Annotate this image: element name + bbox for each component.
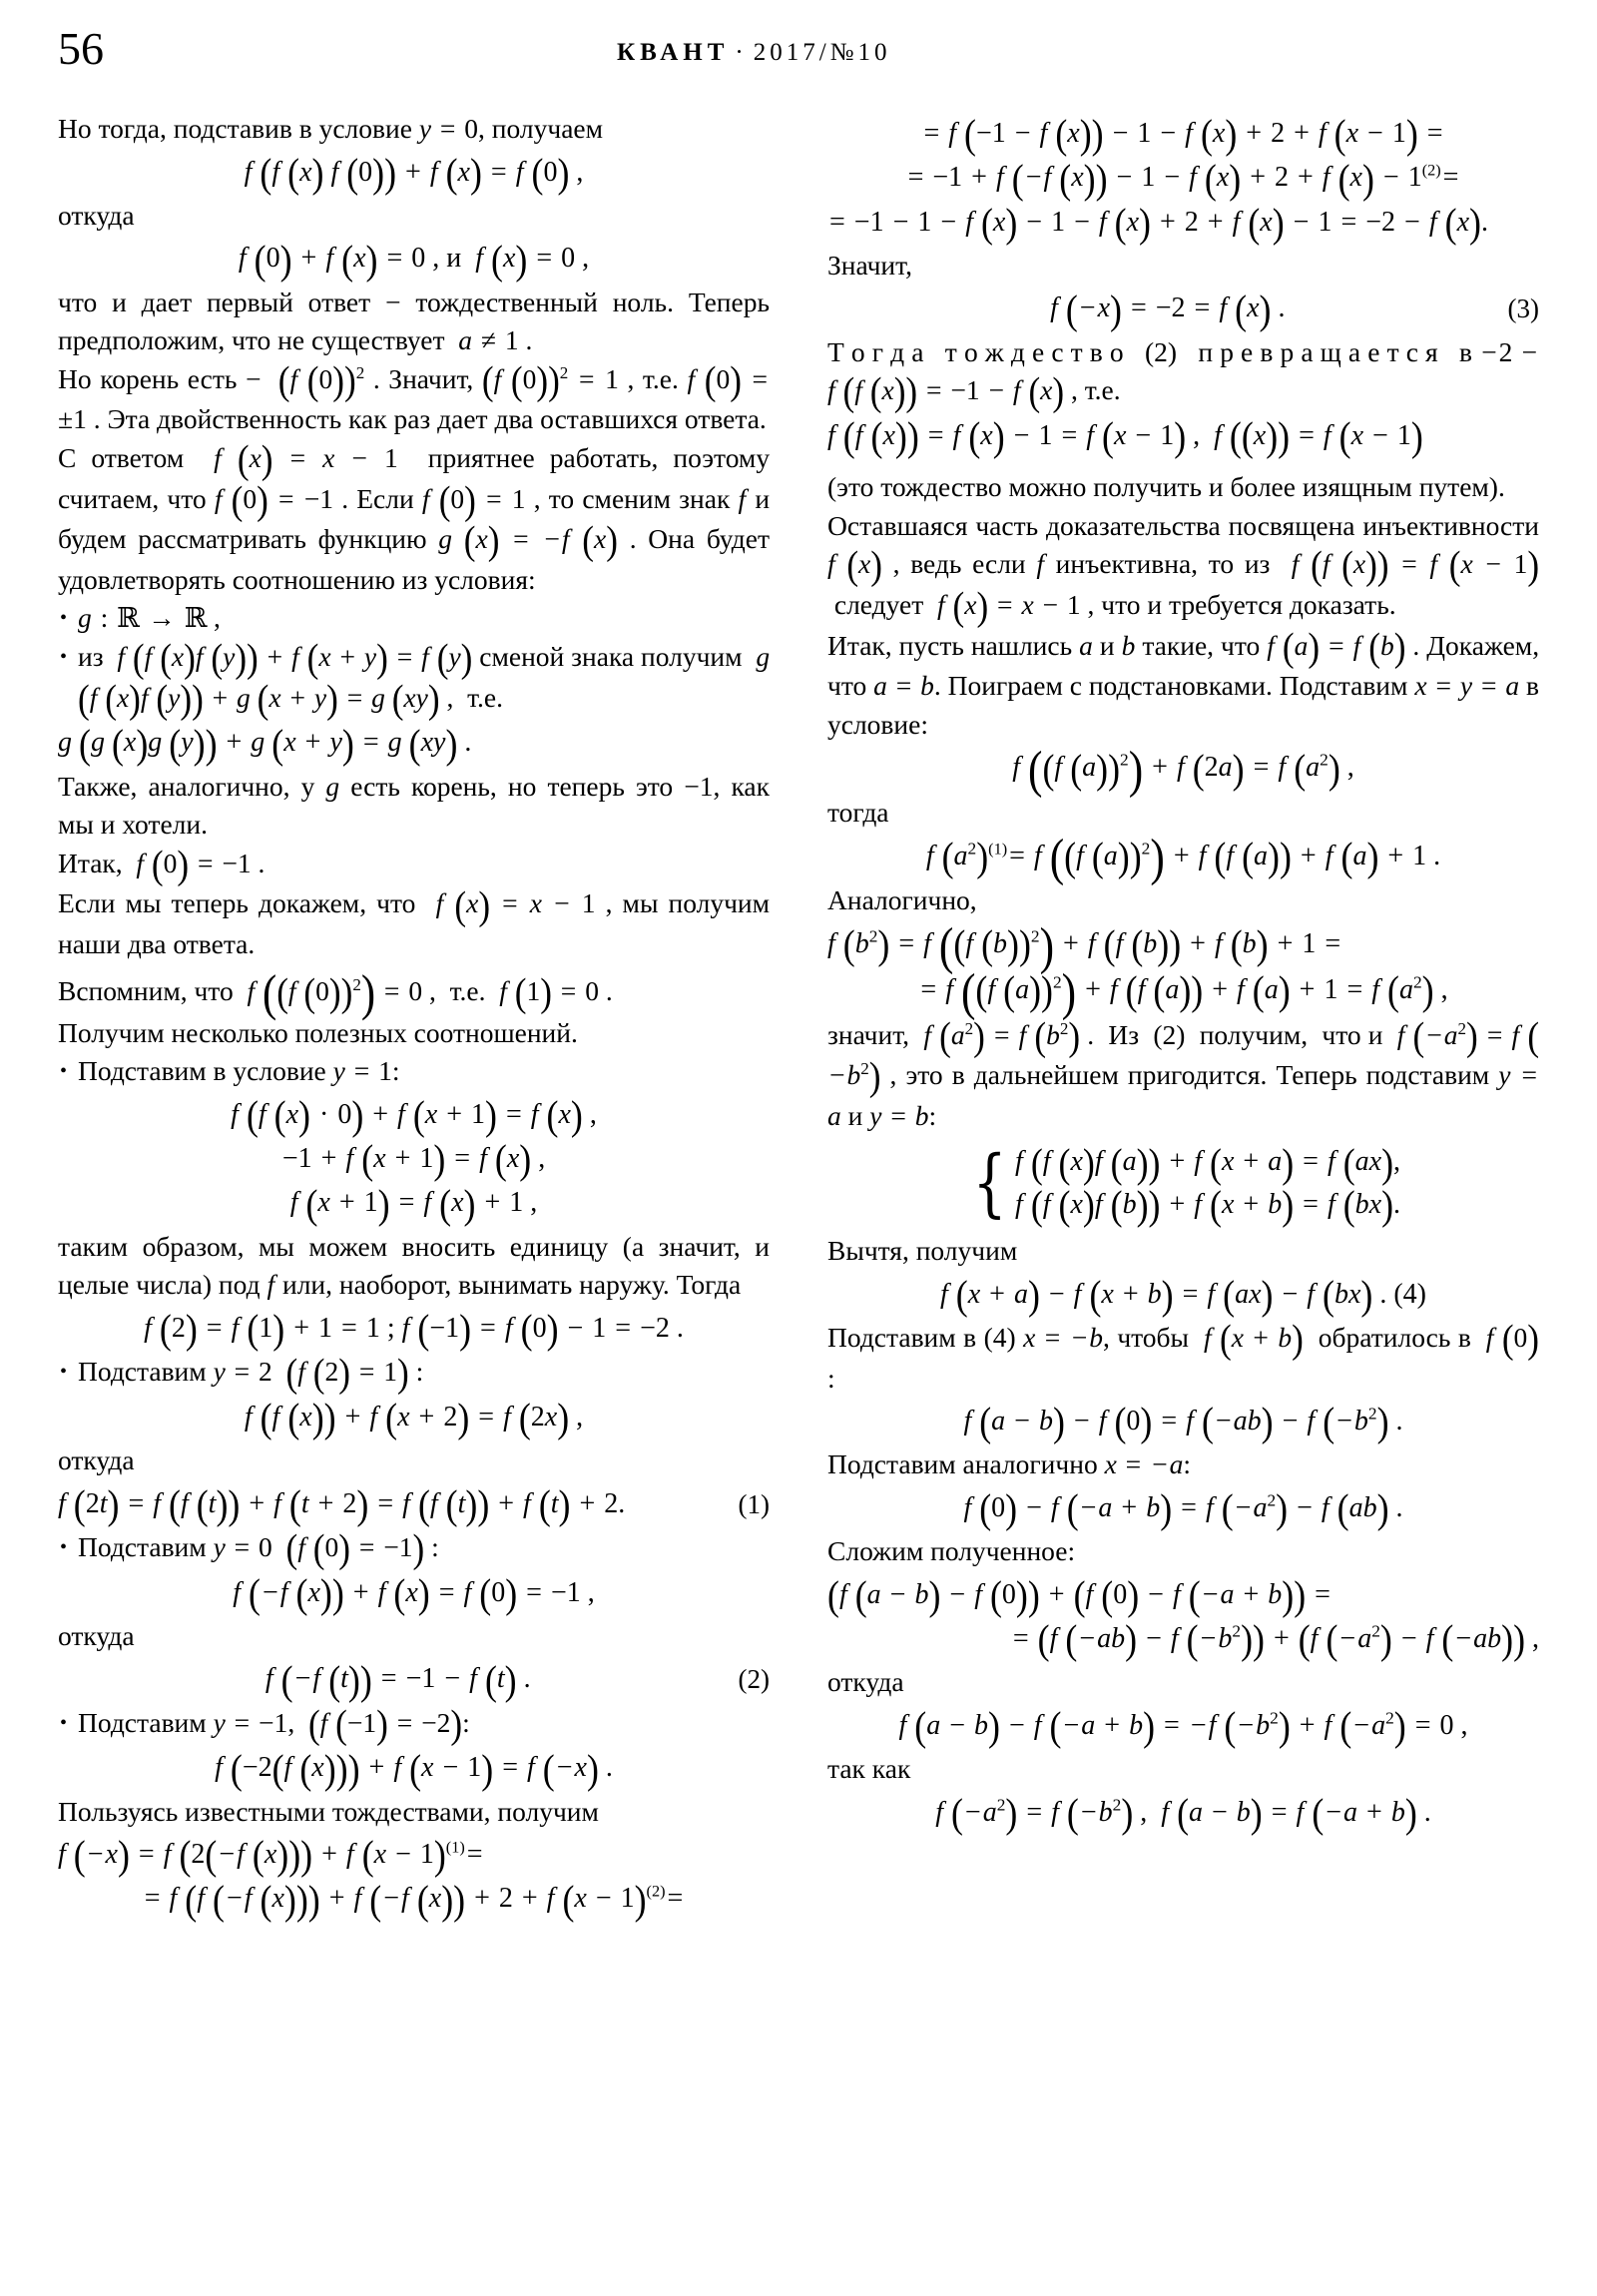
equation-reference-tag: (2) — [1421, 161, 1441, 180]
paragraph: Итак, f (0) = −1 . — [58, 842, 266, 887]
equation: f (−2(f (x))) + f (x − 1) = f (−x) . — [215, 1745, 613, 1792]
equation: f (f (x) f (0)) + f (x) = f (0) , — [244, 149, 584, 196]
equation: g (g (x)g (y)) + g (x + y) = g (xy) . — [58, 720, 472, 767]
equation-number: (4) — [1393, 1278, 1426, 1310]
list-item: • Подставим y = −1, (f (−1) = −2): — [58, 1704, 770, 1745]
equation: = −1 − 1 − f (x) − 1 − f (x) + 2 + f (x) − 1 = −2 − f (x). — [829, 199, 1488, 246]
list-item: • g : ℝ → ℝ , — [58, 599, 770, 638]
paragraph: (это тождество можно получить и более изящным путем). — [827, 471, 1505, 503]
bullet-list — [58, 1701, 770, 1747]
left-column — [58, 110, 770, 1924]
bullet-list — [58, 1351, 770, 1397]
paragraph: Вычтя, получим — [827, 1235, 1018, 1267]
equation: f (−x) = f (2(−f (x))) + f $(x - 1)^{(1)}=$ — [58, 1832, 483, 1879]
equation: = f (−1 − f (x)) − 1 − f (x) + 2 + f (x − 1) = — [923, 111, 1443, 158]
page-number: 56 — [58, 23, 104, 74]
paragraph: Сложим полученное: — [827, 1535, 1076, 1567]
journal-title-line — [617, 40, 891, 65]
journal-issue: 2017/№10 — [753, 39, 891, 66]
bullet-list — [58, 599, 771, 722]
paragraph: тогда — [827, 797, 889, 829]
equation: = (f (−ab) − f $(-b^2)) + (f$ $(-a^2) - f$ (−ab)) , — [1012, 1616, 1539, 1663]
paragraph: Итак, пусть нашлись a и b такие, что f (a) = f (b) . Докажем, что a = b. Поиграем с подстановками. Подставим x = y = a в условие: — [827, 624, 1540, 740]
equation: f $(b^2) = f$ ((f (b))$^2$) + f (f (b)) + f (b) + 1 = — [827, 916, 1341, 975]
equation: f (f (x)) = f (x) − 1 = f (x − 1) , f ((x)) = f (x − 1) — [827, 413, 1423, 460]
system-brace: { — [972, 1139, 1007, 1226]
equation: f (a − b) − f (−a + b) = −f $(-b^2) + f$ $(-a^2) = 0$ , — [898, 1703, 1468, 1750]
equation-number: (1) — [738, 1488, 770, 1519]
paragraph: Значит, — [827, 249, 912, 281]
system-line: f (f (x)f (b)) + f (x + b) = f (bx). — [1015, 1182, 1401, 1229]
equation-reference-tag: (1) — [988, 840, 1008, 859]
equation-number: (2) — [738, 1664, 770, 1695]
equation: f (0) − f (−a + b) = f $(-a^2) - f$ (ab) . — [963, 1485, 1403, 1532]
two-column-body — [58, 110, 1539, 1924]
equation: f (−f (x)) + f (x) = f (0) = −1 , — [233, 1569, 595, 1616]
equation-with-number: f (−x) = −2 = f (x) . (3) — [1050, 286, 1539, 332]
paragraph: Аналогично, — [827, 884, 977, 916]
bullet-list — [58, 1052, 770, 1091]
paragraph: Но корень есть − (f (0))$^2$ . Значит, (f (0))$^2$ = 1 , т.е. f (0) = ±1 . Эта двойственность как раз дает два оставшихся ответа. — [58, 357, 769, 435]
system-lines — [1015, 1139, 1401, 1229]
equation-with-number: f (−f (t)) = −1 − f (t) . (2) — [265, 1656, 770, 1703]
running-head — [58, 0, 1539, 96]
paragraph: откуда — [58, 199, 135, 231]
equation: f (a − b) − f (0) = f (−ab) − f $(-b^2)$ . — [963, 1399, 1403, 1445]
equation-with-number: f (2t) = f (f (t)) + f (t + 2) = f (f (t)) + f (t) + 2. (1) — [58, 1480, 770, 1527]
equation-system — [827, 1139, 1539, 1229]
bullet-list — [58, 1525, 770, 1571]
list-item: • Подставим в условие y = 1: — [58, 1052, 770, 1091]
paragraph: откуда — [58, 1444, 135, 1476]
paragraph: Т о г д а т о ж д е с т в о (2) п р е в р а щ а е т с я в −2 − f (f (x)) = −1 − f (x) , т.е. — [827, 335, 1538, 415]
equation: = f ((f (a))$^2$) + f (f (a)) + f (a) + 1 = f $(a^2)$ , — [920, 962, 1448, 1021]
paragraph: Подставим в (4) x = −b, чтобы f (x + b) обратилось в f (0) : — [827, 1317, 1540, 1394]
list-item: • Подставим y = 2 (f (2) = 1) : — [58, 1353, 770, 1394]
equation-reference-tag: (2) — [646, 1883, 666, 1902]
paragraph: значит, f $(a^2) = f$ $(b^2)$ . Из (2) получим, что и f $(-a^2) = f$ $(-b^2)$ , это в дальнейшем пригодится. Теперь подставим y = a и y = b: — [827, 1013, 1540, 1131]
equation: f $(a^2)^{(1)}= f$ ((f (a))$^2$) + f (f (a)) + f (a) + 1 . — [925, 829, 1441, 887]
paragraph: Если мы теперь докажем, что f (x) = x − 1 , мы получим наши два ответа. — [58, 882, 771, 960]
paragraph: Вспомним, что f ((f (0))$^2$) = 0 , т.е. f (1) = 0 . — [58, 965, 613, 1022]
equation: f (x + 1) = f (x) + 1 , — [289, 1180, 538, 1227]
equation: f (0) + f (x) = 0 , и f (x) = 0 , — [238, 236, 590, 283]
paragraph: Пользуясь известными тождествами, получим — [58, 1795, 599, 1827]
equation: f (2) = f (1) + 1 = 1 ; f (−1) = f (0) − 1 = −2 . — [144, 1306, 684, 1352]
equation: f (f (x) · 0) + f (x + 1) = f (x) , — [231, 1092, 597, 1139]
equation: f ((f (a))$^2$) + f (2a) = f $(a^2)$ , — [1012, 741, 1354, 799]
paragraph: откуда — [827, 1666, 904, 1698]
paragraph: откуда — [58, 1619, 135, 1651]
equation: f (f (x)) + f (x + 2) = f (2x) , — [244, 1395, 584, 1441]
paragraph: таким образом, мы можем вносить единицу (а значит, и целые числа) под f или, наоборот, вынимать наружу. Тогда — [58, 1230, 770, 1301]
equation-reference-tag: (1) — [445, 1838, 465, 1857]
right-column — [827, 110, 1539, 1924]
equation: = f (f (−f (x))) + f (−f (x)) + 2 + f $(x - 1)^{(2)}=$ — [144, 1876, 684, 1923]
paragraph: Подставим аналогично x = −a: — [827, 1448, 1191, 1480]
list-item: • из f (f (x)f (y)) + f (x + y) = f (y) сменой знака получим g (f (x)f (y)) + g (x + y) = g (xy) , т.е. — [58, 638, 770, 719]
journal-name: КВАНТ — [617, 39, 730, 66]
equation-number: (3) — [1507, 293, 1539, 324]
journal-separator: · — [735, 39, 748, 66]
equation: f $(-a^2) = f$ $(-b^2)$ , f (a − b) = f (−a + b) . — [935, 1789, 1431, 1836]
list-item: • Подставим y = 0 (f (0) = −1) : — [58, 1528, 770, 1569]
paragraph: Но тогда, подставив в условие y = 0, получаем — [58, 113, 604, 144]
equation-with-number: f (x + a) − f (x + b) = f (ax) − f (bx) . (4) — [939, 1271, 1426, 1318]
system-line: f (f (x)f (a)) + f (x + a) = f (ax), — [1015, 1139, 1401, 1186]
equation: = −1 + f (−f (x)) − 1 − f (x) + 2 + f $(x) - 1^{(2)}=$ — [907, 155, 1459, 202]
equation: −1 + f (x + 1) = f (x) , — [281, 1136, 546, 1183]
paragraph: что и дает первый ответ − тождественный ноль. Теперь предположим, что не существует a ≠ 1 . — [58, 286, 770, 356]
paragraph: так как — [827, 1753, 911, 1785]
paragraph: Также, аналогично, у g есть корень, но теперь это −1, как мы и хотели. — [58, 770, 770, 841]
paragraph: Оставшаяся часть доказательства посвящена инъективности f (x) , ведь если f инъективна, то из f (f (x)) = f (x − 1) следует f (x) = x − 1 , что и требуется доказать. — [827, 509, 1540, 629]
paragraph: С ответом f (x) = x − 1 приятнее работать, поэтому считаем, что f (0) = −1 . Если f (0) = 1 , то сменим знак f и будем рассматривать функцию g (x) = −f (x) . Она будет удовлетворять соотношению из условия: — [58, 436, 771, 595]
equation: (f (a − b) − f (0)) + (f (0) − f (−a + b)) = — [827, 1571, 1331, 1618]
paragraph: Получим несколько полезных соотношений. — [58, 1016, 578, 1048]
